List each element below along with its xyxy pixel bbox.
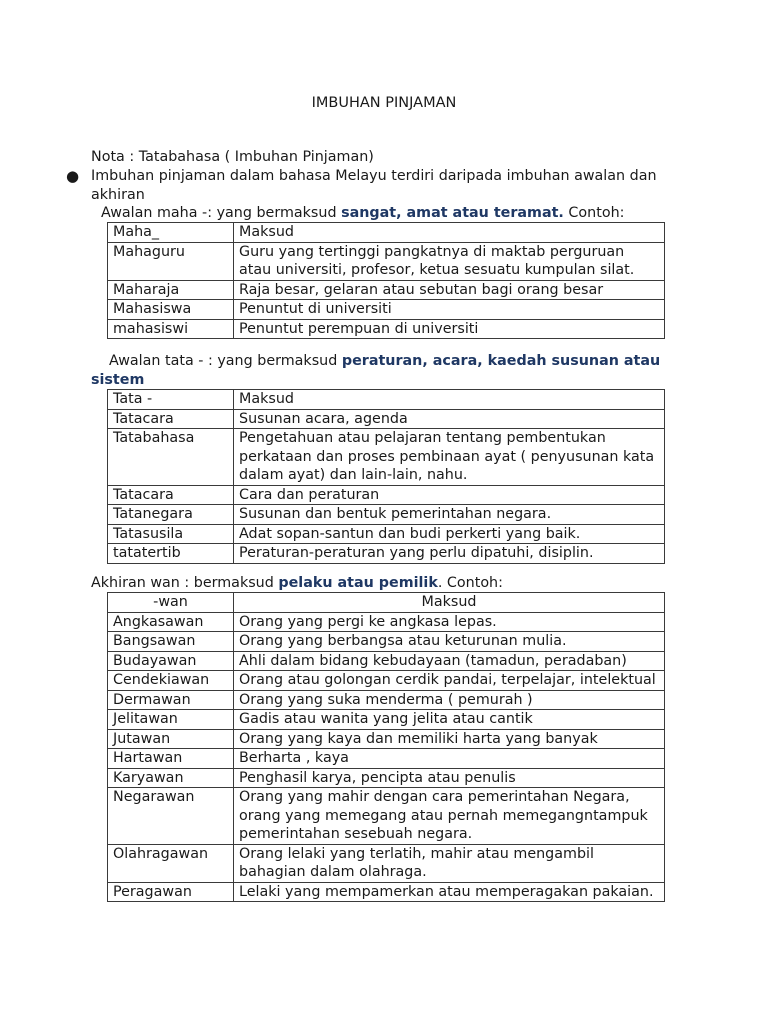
- table-row: [108, 729, 665, 749]
- table-row: [108, 768, 665, 788]
- meaning-cell: Susunan acara, agenda: [234, 409, 665, 429]
- tata-table: [107, 389, 665, 564]
- word-cell: Jutawan: [108, 729, 234, 749]
- document-title: IMBUHAN PINJAMAN: [311, 95, 457, 111]
- table-row: [108, 300, 665, 320]
- maha-intro-text: Awalan maha -: yang bermaksud: [101, 205, 342, 221]
- meaning-cell: Orang yang mahir dengan cara pemerintahan Negara, orang yang memegang atau pernah memegangntampuk pemerintahan sesebuah negara.: [234, 788, 665, 845]
- table-row: [108, 524, 665, 544]
- word-cell: tatatertib: [108, 544, 234, 564]
- meaning-cell: Orang yang pergi ke angkasa lepas.: [234, 612, 665, 632]
- meaning-cell: Cara dan peraturan: [234, 485, 665, 505]
- meaning-cell: Berharta , kaya: [234, 749, 665, 769]
- meaning-cell: Orang lelaki yang terlatih, mahir atau mengambil bahagian dalam olahraga.: [234, 844, 665, 882]
- header-cell-word: Tata -: [108, 390, 234, 410]
- table-row: [108, 280, 665, 300]
- word-cell: Budayawan: [108, 651, 234, 671]
- table-row: [108, 612, 665, 632]
- table-row: [108, 242, 665, 280]
- word-cell: Jelitawan: [108, 710, 234, 730]
- word-cell: Olahragawan: [108, 844, 234, 882]
- meaning-cell: Lelaki yang mempamerkan atau memperagakan pakaian.: [234, 882, 665, 902]
- word-cell: Mahasiswa: [108, 300, 234, 320]
- word-cell: Karyawan: [108, 768, 234, 788]
- meaning-cell: Susunan dan bentuk pemerintahan negara.: [234, 505, 665, 525]
- table-row: [108, 319, 665, 339]
- word-cell: Maharaja: [108, 280, 234, 300]
- meaning-cell: Ahli dalam bidang kebudayaan (tamadun, peradaban): [234, 651, 665, 671]
- tata-intro-highlight: peraturan, acara, kaedah susunan atau sistem: [91, 353, 661, 388]
- table-header-row: [108, 223, 665, 243]
- word-cell: Mahaguru: [108, 242, 234, 280]
- meaning-cell: Raja besar, gelaran atau sebutan bagi orang besar: [234, 280, 665, 300]
- meaning-cell: Penuntut perempuan di universiti: [234, 319, 665, 339]
- wan-table: [107, 592, 665, 902]
- wan-intro-suffix: . Contoh:: [437, 575, 503, 591]
- table-row: [108, 710, 665, 730]
- word-cell: Angkasawan: [108, 612, 234, 632]
- table-header-row: [108, 593, 665, 613]
- tata-intro-text: Awalan tata - : yang bermaksud: [109, 353, 342, 369]
- word-cell: Tatabahasa: [108, 429, 234, 486]
- meaning-cell: Adat sopan-santun dan budi perkerti yang baik.: [234, 524, 665, 544]
- wan-intro: [91, 574, 503, 593]
- header-cell-meaning: Maksud: [234, 593, 665, 613]
- table-row: [108, 844, 665, 882]
- meaning-cell: Orang yang suka menderma ( pemurah ): [234, 690, 665, 710]
- maha-intro-suffix: Contoh:: [563, 205, 625, 221]
- wan-intro-highlight: pelaku atau pemilik: [278, 575, 438, 591]
- table-row: [108, 485, 665, 505]
- table-header-row: [108, 390, 665, 410]
- word-cell: Cendekiawan: [108, 671, 234, 691]
- word-cell: Tatacara: [108, 485, 234, 505]
- table-row: [108, 788, 665, 845]
- word-cell: mahasiswi: [108, 319, 234, 339]
- header-cell-word: Maha_: [108, 223, 234, 243]
- table-row: [108, 409, 665, 429]
- meaning-cell: Penuntut di universiti: [234, 300, 665, 320]
- word-cell: Hartawan: [108, 749, 234, 769]
- table-row: [108, 505, 665, 525]
- table-row: [108, 749, 665, 769]
- table-row: [108, 690, 665, 710]
- meaning-cell: Peraturan-peraturan yang perlu dipatuhi, disiplin.: [234, 544, 665, 564]
- table-row: [108, 632, 665, 652]
- meaning-cell: Pengetahuan atau pelajaran tentang pembentukan perkataan dan proses pembinaan ayat ( penyusunan kata dalam ayat) dan lain-lain, nahu.: [234, 429, 665, 486]
- bullet-dot-icon: ●: [66, 167, 80, 185]
- meaning-cell: Orang yang kaya dan memiliki harta yang banyak: [234, 729, 665, 749]
- table-row: [108, 651, 665, 671]
- maha-table: [107, 222, 665, 339]
- table-row: [108, 429, 665, 486]
- nota-line: Nota : Tatabahasa ( Imbuhan Pinjaman): [91, 149, 374, 165]
- header-cell-meaning: Maksud: [234, 390, 665, 410]
- word-cell: Tatanegara: [108, 505, 234, 525]
- table-row: [108, 544, 665, 564]
- word-cell: Tatacara: [108, 409, 234, 429]
- word-cell: Dermawan: [108, 690, 234, 710]
- maha-intro-highlight: sangat, amat atau teramat.: [341, 205, 564, 221]
- meaning-cell: Orang atau golongan cerdik pandai, terpelajar, intelektual: [234, 671, 665, 691]
- header-cell-meaning: Maksud: [234, 223, 665, 243]
- word-cell: Peragawan: [108, 882, 234, 902]
- tata-intro: [91, 352, 666, 389]
- maha-intro: [101, 204, 624, 223]
- meaning-cell: Orang yang berbangsa atau keturunan mulia.: [234, 632, 665, 652]
- header-cell-word: -wan: [108, 593, 234, 613]
- table-row: [108, 671, 665, 691]
- meaning-cell: Gadis atau wanita yang jelita atau cantik: [234, 710, 665, 730]
- word-cell: Tatasusila: [108, 524, 234, 544]
- meaning-cell: Guru yang tertinggi pangkatnya di maktab perguruan atau universiti, profesor, ketua sesuatu kumpulan silat.: [234, 242, 665, 280]
- bullet-text: Imbuhan pinjaman dalam bahasa Melayu terdiri daripada imbuhan awalan dan akhiran: [91, 168, 657, 203]
- wan-intro-text: Akhiran wan : bermaksud: [91, 575, 279, 591]
- table-row: [108, 882, 665, 902]
- word-cell: Bangsawan: [108, 632, 234, 652]
- word-cell: Negarawan: [108, 788, 234, 845]
- meaning-cell: Penghasil karya, pencipta atau penulis: [234, 768, 665, 788]
